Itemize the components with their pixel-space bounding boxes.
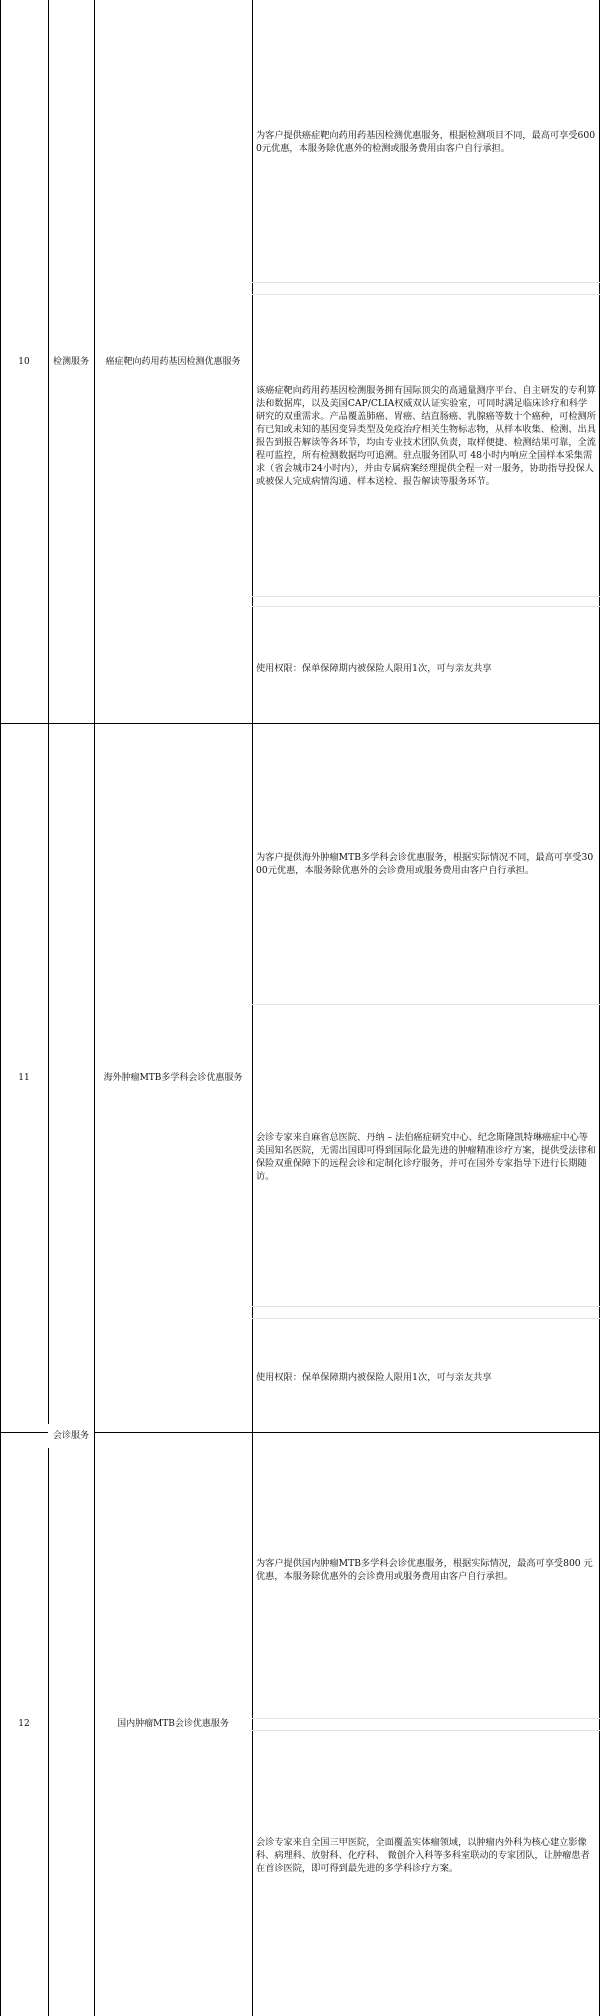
sub-divider	[252, 606, 600, 607]
offer-text: 为客户提供癌症靶向药用药基因检测优惠服务，根据检测项目不同，最高可享受6000元优惠，本服务除优惠外的检测或服务费用由客户自行承担。	[256, 130, 596, 154]
sub-divider	[252, 596, 600, 597]
sub-divider	[252, 1730, 600, 1731]
sub-divider	[252, 282, 600, 283]
sub-divider	[252, 1318, 600, 1319]
description-text: 该癌症靶向药用药基因检测服务拥有国际顶尖的高通量测序平台、自主研发的专利算法和数据库，以及美国CAP/CLIA权威双认证实验室，可同时满足临床诊疗和科学研究的双重需求。产品覆盖肺癌、胃癌、结直肠癌、乳腺癌等数十个癌种，可检测所有已知或未知的基因变异类型及免疫治疗相关生物标志物，从样本收集、检测、出具报告到报告解读等各环节，均由专业技术团队负责，取样便捷、检测结果可靠，全流程可监控，所有检测数据均可追溯。驻点服务团队可 48小时内响应全国样本采集需求（省会城市24小时内），并由专属病案经理提供全程一对一服务，协助指导投保人或被保人完成病情沟通、样本送检、报告解读等服务环节。	[256, 385, 596, 487]
row-number: 10	[18, 356, 30, 367]
sub-divider	[252, 1004, 600, 1005]
grid-line	[252, 0, 253, 2016]
sub-divider	[252, 1718, 600, 1719]
description-text: 会诊专家来自全国三甲医院，全面覆盖实体瘤领域，以肿瘤内外科为核心建立影像科、病理科、放射科、化疗科、 微创介入科等多科室联动的专家团队，让肿瘤患者在首诊医院，即可得到最先进的多学科诊疗方案。	[256, 1837, 590, 1874]
sub-divider	[252, 294, 600, 295]
sub-divider	[252, 1306, 600, 1307]
service-name: 海外肿瘤MTB多学科会诊优惠服务	[103, 1072, 243, 1083]
service-category: 会诊服务	[48, 1424, 94, 1448]
usage-text: 使用权限：保单保障期内被保险人限用1次，可与亲友共享	[256, 1372, 492, 1383]
service-category: 检测服务	[52, 356, 89, 367]
usage-text: 使用权限：保单保障期内被保险人限用1次，可与亲友共享	[256, 663, 492, 674]
offer-text: 为客户提供海外肿瘤MTB多学科会诊优惠服务，根据实际情况不同，最高可享受3000元优惠，本服务除优惠外的会诊费用或服务费用由客户自行承担。	[256, 852, 594, 876]
service-name: 癌症靶向药用药基因检测优惠服务	[105, 356, 241, 367]
offer-text: 为客户提供国内肿瘤MTB多学科会诊优惠服务，根据实际情况，最高可享受800 元优惠，本服务除优惠外的会诊费用或服务费用由客户自行承担。	[256, 1558, 593, 1582]
service-name: 国内肿瘤MTB会诊优惠服务	[117, 1719, 229, 1729]
row-number: 12	[18, 1719, 30, 1729]
description-text: 会诊专家来自麻省总医院、丹纳 – 法伯癌症研究中心、纪念斯隆凯特琳癌症中心等美国知名医院，无需出国即可得到国际化最先进的肿瘤精准诊疗方案，提供受法律和保险双重保障下的远程会诊和定制化诊疗服务，并可在国外专家指导下进行长期随访。	[256, 1132, 596, 1182]
row-number: 11	[18, 1072, 30, 1083]
row-divider	[0, 723, 600, 724]
